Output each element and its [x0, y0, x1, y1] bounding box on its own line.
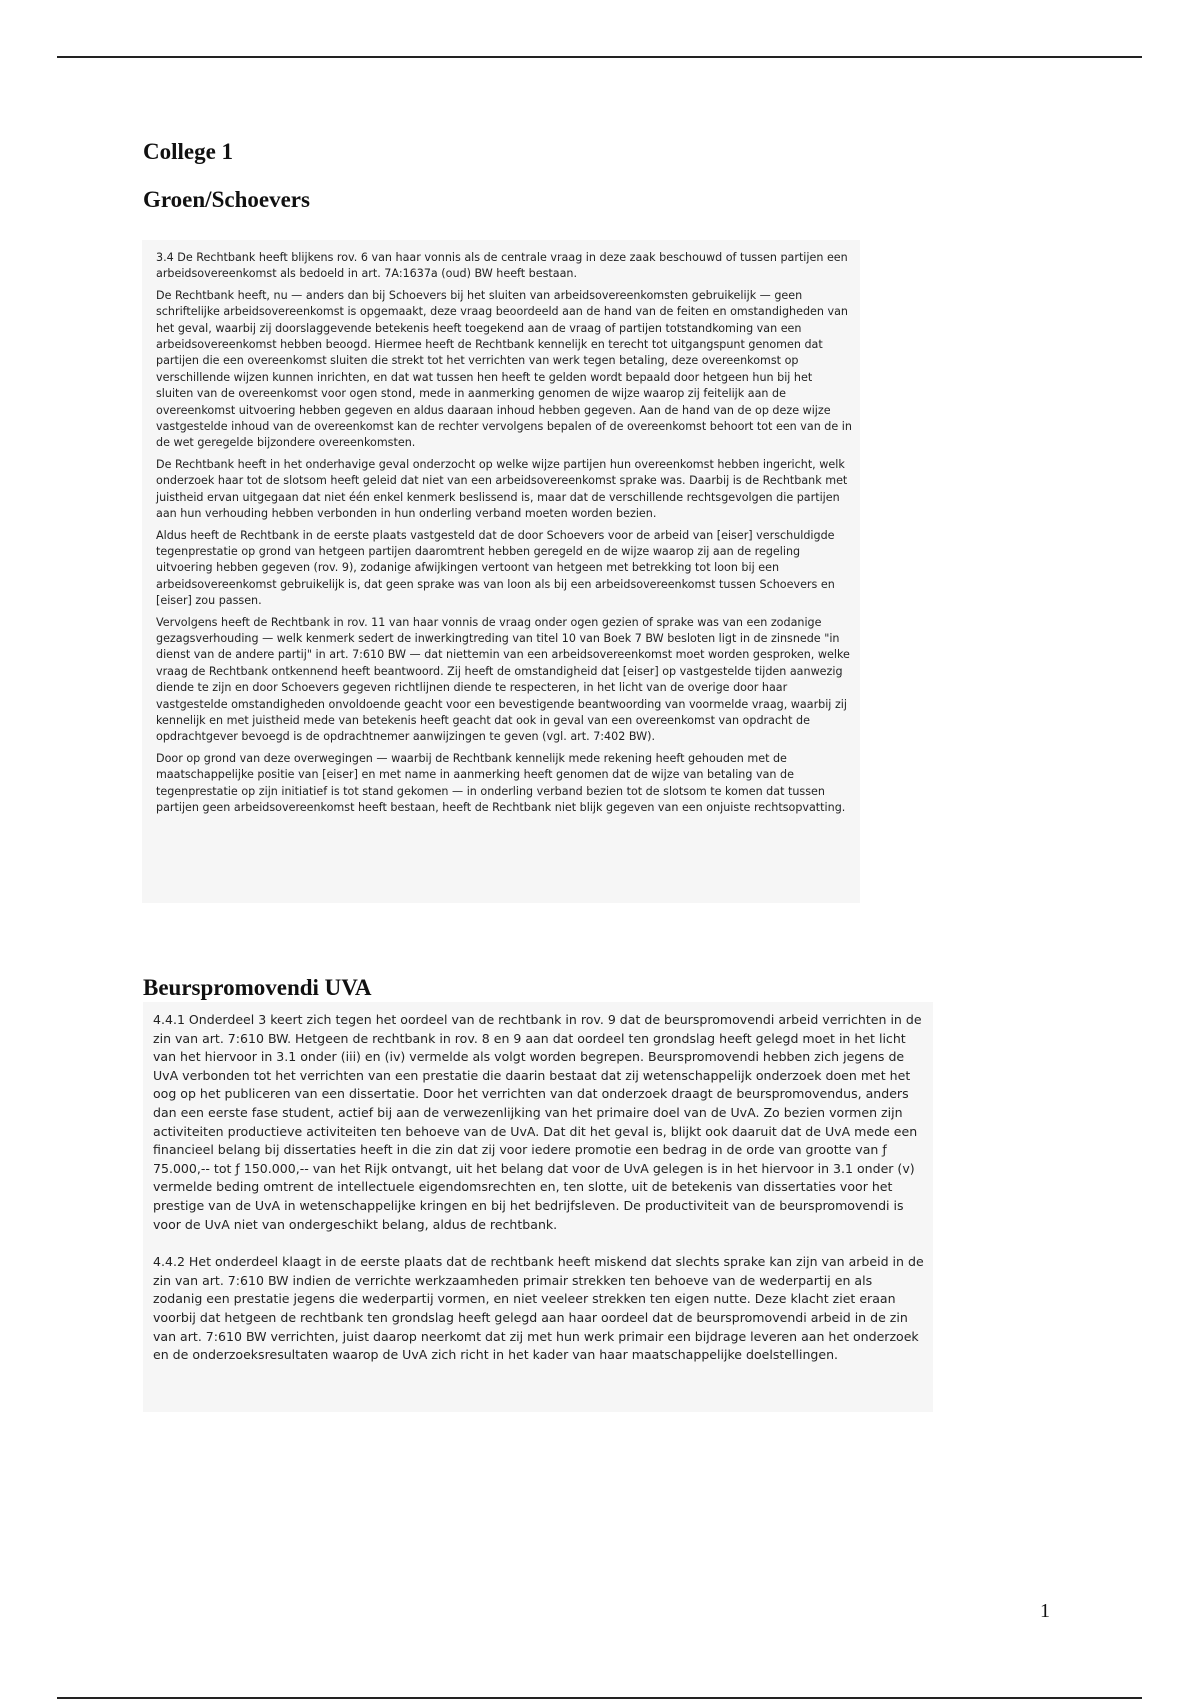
excerpt-groen-schoevers [142, 240, 860, 903]
case-heading-groen-schoevers: Groen/Schoevers [143, 187, 310, 212]
excerpt-beurspromovendi [143, 1002, 933, 1412]
excerpt-paragraph: De Rechtbank heeft, nu — anders dan bij Schoevers bij het sluiten van arbeidsovereenkomsten gebruikelijk — geen schriftelijke arbeidsovereenkomst is opgemaakt, deze vraag beoordeeld aan de hand van de feiten en omstandigheden van het geval, waarbij zij doorslaggevende betekenis heeft toegekend aan de vraag of partijen totstandkoming van een arbeidsovereenkomst hebben beoogd. Hiermee heeft de Rechtbank kennelijk en terecht tot uitgangspunt genomen dat partijen die een overeenkomst sluiten die strekt tot het verrichten van werk tegen betaling, deze overeenkomst op verschillende wijzen kunnen inrichten, en dat wat tussen hen heeft te gelden wordt bepaald door hetgeen hun bij het sluiten van de overeenkomst voor ogen stond, mede in aanmerking genomen de wijze waarop zij feitelijk aan de overeenkomst uitvoering hebben gegeven en aldus daaraan inhoud hebben gegeven. Aan de hand van de op deze wijze vastgestelde inhoud van de overeenkomst kan de rechter vervolgens bepalen of de overeenkomst behoort tot een van de in de wet geregelde bijzondere overeenkomsten. [156, 288, 852, 450]
header-rule [57, 56, 1142, 58]
page-number: 1 [1040, 1600, 1050, 1622]
excerpt-paragraph: De Rechtbank heeft in het onderhavige geval onderzocht op welke wijze partijen hun overeenkomst hebben ingericht, welk onderzoek haar tot de slotsom heeft geleid dat niet van een arbeidsovereenkomst sprake was. Daarbij is de Rechtbank met juistheid ervan uitgegaan dat niet één enkel kenmerk beslissend is, maar dat de verschillende rechtsgevolgen die partijen aan hun verhouding hebben verbonden in hun onderling verband moeten worden bezien. [156, 457, 848, 521]
excerpt-paragraph: 4.4.1 Onderdeel 3 keert zich tegen het oordeel van de rechtbank in rov. 9 dat de beurspromovendi arbeid verrichten in de zin van art. 7:610 BW. Hetgeen de rechtbank in rov. 8 en 9 aan dat oordeel ten grondslag heeft gelegd moet in het licht van het hiervoor in 3.1 onder (iii) en (iv) vermelde als volgt worden begrepen. Beurspromovendi hebben zich jegens de UvA verbonden tot het verrichten van een prestatie die daarin bestaat dat zij wetenschappelijk onderzoek doen met het oog op het publiceren van een dissertatie. Door het verrichten van dat onderzoek draagt de beurspromovendus, anders dan een eerste fase student, actief bij aan de verwezenlijking van het primaire doel van de UvA. Zo bezien vormen zijn activiteiten productieve activiteiten ten behoeve van de UvA. Dat dit het geval is, blijkt ook daaruit dat de UvA mede een financieel belang bij dissertaties heeft in die zin dat zij voor iedere promotie een bedrag in de orde van grootte van ƒ 75.000,-- tot ƒ 150.000,-- van het Rijk ontvangt, uit het belang dat voor de UvA gelegen is in het hiervoor in 3.1 onder (v) vermelde beding omtrent de intellectuele eigendomsrechten en, ten slotte, uit de betekenis van dissertaties voor het prestige van de UvA in wetenschappelijke kringen en bij het bedrijfsleven. De productiviteit van de beurspromovendi is voor de UvA niet van ondergeschikt belang, aldus de rechtbank. [153, 1012, 922, 1232]
case-heading-beurspromovendi: Beurspromovendi UVA [143, 975, 372, 1000]
excerpt-paragraph: 3.4 De Rechtbank heeft blijkens rov. 6 van haar vonnis als de centrale vraag in deze zaak beschouwd of tussen partijen een arbeidsovereenkomst als bedoeld in art. 7A:1637a (oud) BW heeft bestaan. [156, 251, 848, 281]
excerpt-paragraph: Door op grond van deze overwegingen — waarbij de Rechtbank kennelijk mede rekening heeft gehouden met de maatschappelijke positie van [eiser] en met name in aanmerking heeft genomen dat de wijze van betaling van de tegenprestatie op zijn initiatief is tot stand gekomen — in onderling verband bezien tot de slotsom te komen dat tussen partijen geen arbeidsovereenkomst heeft bestaan, heeft de Rechtbank niet blijk gegeven van een onjuiste rechtsopvatting. [156, 751, 846, 814]
footer-rule [57, 1697, 1142, 1699]
college-heading: College 1 [143, 139, 234, 164]
excerpt-paragraph: 4.4.2 Het onderdeel klaagt in de eerste plaats dat de rechtbank heeft miskend dat slechts sprake kan zijn van arbeid in de zin van art. 7:610 BW indien de verrichte werkzaamheden primair strekken ten behoeve van de wederpartij en als zodanig een prestatie jegens die wederpartij vormen, en niet veeleer strekken ten eigen nutte. Deze klacht ziet eraan voorbij dat hetgeen de rechtbank ten grondslag heeft gelegd aan haar oordeel dat de beurspromovendi arbeid in de zin van art. 7:610 BW verrichten, juist daarop neerkomt dat zij met hun werk primair een bijdrage leveren aan het onderzoek en de onderzoeksresultaten waarop de UvA zich richt in het kader van haar maatschappelijke doelstellingen. [153, 1254, 924, 1363]
excerpt-paragraph: Aldus heeft de Rechtbank in de eerste plaats vastgesteld dat de door Schoevers voor de arbeid van [eiser] verschuldigde tegenprestatie op grond van hetgeen partijen daaromtrent hebben geregeld en de wijze waarop zij aan de regeling uitvoering hebben gegeven (rov. 9), zodanige afwijkingen vertoont van hetgeen met betrekking tot loon bij een arbeidsovereenkomst gebruikelijk is, dat geen sprake was van loon als bij een arbeidsovereenkomst tussen Schoevers en [eiser] zou passen. [156, 528, 835, 608]
excerpt-paragraph: Vervolgens heeft de Rechtbank in rov. 11 van haar vonnis de vraag onder ogen gezien of sprake was van een zodanige gezagsverhouding — welk kenmerk sedert de inwerkingtreding van titel 10 van Boek 7 BW besloten ligt in de zinsnede "in dienst van de andere partij" in art. 7:610 BW — dat niettemin van een arbeidsovereenkomst moet worden gesproken, welke vraag de Rechtbank ontkennend heeft beantwoord. Zij heeft de omstandigheid dat [eiser] op vastgestelde tijden aanwezig diende te zijn en door Schoevers gegeven richtlijnen diende te respecteren, in het licht van de overige door haar vastgestelde omstandigheden onvoldoende geacht voor een bevestigende beantwoording van voormelde vraag, waarbij zij kennelijk en met juistheid mede van betekenis heeft geacht dat ook in geval van een overeenkomst van opdracht de opdrachtgever bevoegd is de opdrachtnemer aanwijzingen te geven (vgl. art. 7:402 BW). [156, 615, 850, 744]
